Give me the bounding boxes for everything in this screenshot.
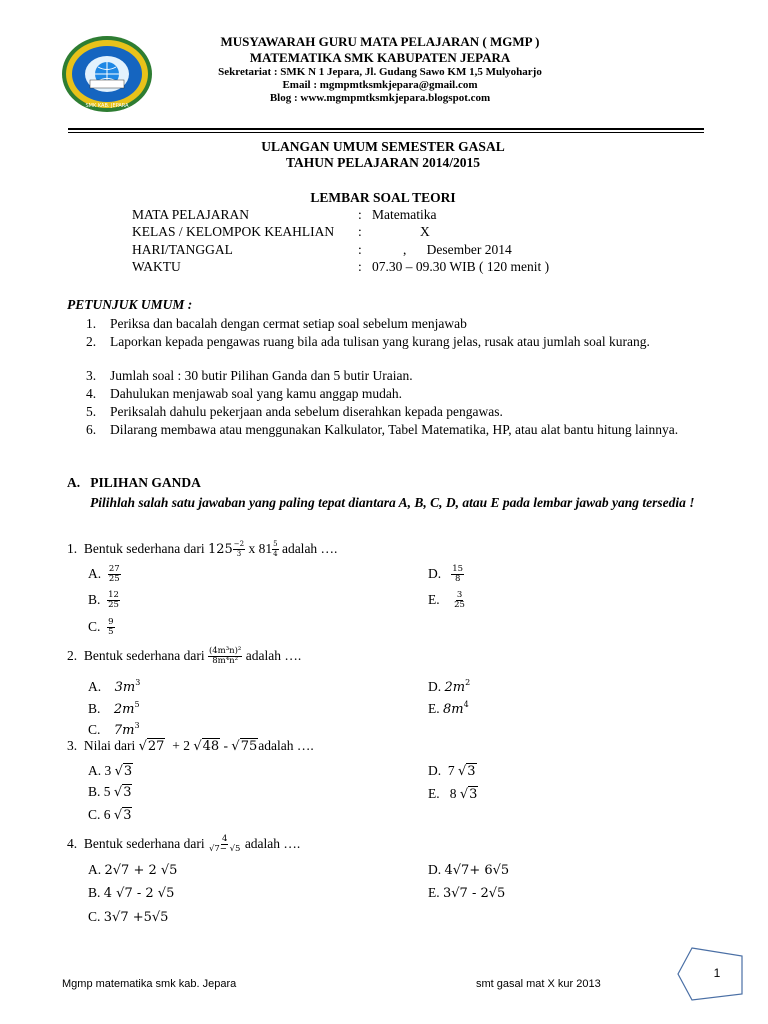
option-expression: 2√7 + 2 √5 <box>104 863 178 878</box>
info-label-date: HARI/TANGGAL <box>132 242 233 257</box>
option-coefficient: 6 <box>103 807 111 822</box>
instruction-num: 3. <box>86 368 97 383</box>
question-fraction <box>208 647 242 666</box>
math-base: 3m <box>114 680 136 695</box>
option-letter: E. <box>428 786 440 801</box>
instruction-num: 2. <box>86 334 97 349</box>
info-colon: : <box>358 242 362 257</box>
numerator: 27 <box>108 564 120 575</box>
option-coefficient: 3 <box>104 763 112 778</box>
exponent-fraction <box>272 540 278 559</box>
option-fraction <box>108 565 121 584</box>
option-fraction <box>453 591 466 610</box>
sqrt-symbol-icon: √ <box>113 808 123 823</box>
info-colon: : <box>358 224 362 239</box>
numerator: 12 <box>108 590 119 601</box>
info-value-date: , Desember 2014 <box>403 242 512 257</box>
numerator: (4m³n)² <box>208 646 242 657</box>
instruction-item: Periksalah dahulu pekerjaan anda sebelum diserahkan kepada pengawas. <box>110 404 503 419</box>
page-number-badge <box>676 946 744 1002</box>
option-letter: C. <box>88 722 101 737</box>
math-exponent: 3 <box>134 721 140 730</box>
option-letter: E. <box>428 701 440 716</box>
instruction-item: Dahulukan menjawab soal yang kamu anggap mudah. <box>110 386 403 401</box>
header-email: Email : mgmpmtksmkjepara@gmail.com <box>282 79 478 91</box>
exp-denominator: 4 <box>273 550 278 558</box>
exam-year: TAHUN PELAJARAN 2014/2015 <box>285 155 480 170</box>
question-text: Bentuk sederhana dari <box>83 648 205 663</box>
header-org: MUSYAWARAH GURU MATA PELAJARAN ( MGMP ) <box>220 34 540 49</box>
section-a-subtitle: Pilihlah salah satu jawaban yang paling tepat diantara A, B, C, D, atau E pada lembar jawab yang tersedia ! <box>90 495 695 510</box>
question-text: Bentuk sederhana dari <box>83 541 205 556</box>
denominator: 8m⁴n² <box>212 656 239 667</box>
instruction-num: 4. <box>86 386 97 401</box>
denominator: 5 <box>108 627 114 638</box>
radicand: 48 <box>202 739 220 754</box>
question-text: Nilai dari <box>83 738 136 753</box>
option-c[interactable] <box>88 806 132 824</box>
option-d[interactable] <box>428 861 509 879</box>
option-d[interactable] <box>428 674 470 696</box>
option-letter: C. <box>88 619 101 634</box>
radicand: 3 <box>123 785 132 800</box>
question-number: 2. <box>67 648 78 663</box>
numerator: 15 <box>452 564 464 575</box>
math-base: 7m <box>113 723 135 738</box>
instruction-num: 5. <box>86 404 97 419</box>
option-letter: B. <box>88 784 101 799</box>
question-2 <box>67 647 301 666</box>
question-text: adalah …. <box>258 738 314 753</box>
option-expression: 3√7 - 2√5 <box>443 886 506 901</box>
radicand: 3 <box>123 808 132 823</box>
option-letter: A. <box>88 679 102 694</box>
question-text: x 81 <box>248 541 273 556</box>
section-a-heading: A. PILIHAN GANDA <box>67 475 201 490</box>
option-expression: 4 √7 - 2 √5 <box>103 886 175 901</box>
math-exponent: 3 <box>135 678 141 687</box>
option-a[interactable] <box>88 565 121 584</box>
instruction-num: 6. <box>86 422 97 437</box>
option-e[interactable] <box>428 785 478 803</box>
question-number: 3. <box>67 738 78 753</box>
instruction-item: Jumlah soal : 30 butir Pilihan Ganda dan 5 butir Uraian. <box>110 368 413 383</box>
numerator: 4 <box>221 834 228 845</box>
math-base: 125 <box>207 542 233 557</box>
option-coefficient: 8 <box>449 786 457 801</box>
radicand: 3 <box>469 787 478 802</box>
option-fraction <box>451 565 464 584</box>
sqrt-symbol-icon: √ <box>113 785 123 800</box>
option-fraction <box>107 591 120 610</box>
info-colon: : <box>358 259 362 274</box>
option-letter: D. <box>428 862 442 877</box>
exam-title: ULANGAN UMUM SEMESTER GASAL <box>261 139 505 154</box>
option-letter: A. <box>88 763 102 778</box>
info-value-class: X <box>420 224 430 239</box>
option-b[interactable] <box>88 884 174 902</box>
question-text: adalah …. <box>281 541 338 556</box>
sqrt-symbol-icon: √ <box>193 739 202 754</box>
option-letter: B. <box>88 885 101 900</box>
denominator: 8 <box>454 574 461 585</box>
question-1 <box>67 540 337 559</box>
option-letter: E. <box>428 592 440 607</box>
option-letter: A. <box>88 862 102 877</box>
math-base: 8m <box>443 702 464 717</box>
option-e[interactable] <box>428 884 505 902</box>
sqrt-symbol-icon: √ <box>458 764 467 779</box>
option-letter: A. <box>88 566 102 581</box>
option-letter: B. <box>88 592 101 607</box>
header-divider <box>68 128 704 130</box>
option-e[interactable] <box>428 696 469 718</box>
sqrt-symbol-icon: √ <box>138 739 147 754</box>
option-a[interactable] <box>88 674 140 696</box>
numerator: 9 <box>108 617 114 628</box>
question-text: adalah …. <box>244 836 301 851</box>
page-number: 1 <box>713 966 721 980</box>
exponent-fraction <box>233 540 245 559</box>
question-text: Bentuk sederhana dari <box>83 836 205 851</box>
option-letter: D. <box>428 566 442 581</box>
instruction-num: 1. <box>86 316 97 331</box>
option-fraction <box>107 618 114 637</box>
question-text: adalah …. <box>245 648 302 663</box>
math-exponent: 2 <box>465 678 471 687</box>
question-number: 4. <box>67 836 78 851</box>
denominator: 25 <box>454 600 465 611</box>
option-d[interactable] <box>428 565 464 584</box>
question-fraction <box>208 835 241 854</box>
header-divider-thin <box>68 132 704 133</box>
sqrt-symbol-icon: √ <box>231 739 240 754</box>
option-letter: D. <box>428 679 442 694</box>
sqrt-symbol-icon: √ <box>114 764 123 779</box>
option-letter: D. <box>428 763 442 778</box>
denominator: 25 <box>108 574 120 585</box>
info-label: MATA PELAJARAN <box>132 207 250 222</box>
header-address: Sekretariat : SMK N 1 Jepara, Jl. Gudang Sawo KM 1,5 Mulyoharjo <box>218 66 542 78</box>
footer-left: Mgmp matematika smk kab. Jepara <box>62 978 237 990</box>
info-value-subject: Matematika <box>372 207 437 222</box>
option-letter: C. <box>88 909 101 924</box>
header-blog: Blog : www.mgmpmtksmkjepara.blogspot.com <box>269 92 491 104</box>
info-label-time: WAKTU <box>132 259 181 274</box>
option-a[interactable] <box>88 861 177 879</box>
question-text: - <box>223 738 229 753</box>
footer-right: smt gasal mat X kur 2013 <box>476 978 601 990</box>
option-letter: C. <box>88 807 101 822</box>
option-b[interactable] <box>88 591 120 610</box>
option-e[interactable] <box>428 591 466 610</box>
option-expression: 4√7+ 6√5 <box>444 863 510 878</box>
question-4 <box>67 835 300 854</box>
radicand: 27 <box>147 739 165 754</box>
header-org-sub: MATEMATIKA SMK KABUPATEN JEPARA <box>249 50 511 65</box>
exp-numerator: −2 <box>233 540 245 548</box>
radicand: 3 <box>467 764 476 779</box>
denominator: 25 <box>108 600 119 611</box>
option-b[interactable] <box>88 783 132 801</box>
instruction-item: Laporkan kepada pengawas ruang bila ada tulisan yang kurang jelas, rusak atau jumlah soal kurang. <box>110 334 650 349</box>
option-coefficient: 5 <box>103 784 111 799</box>
option-d[interactable] <box>428 762 477 780</box>
option-c[interactable] <box>88 717 140 739</box>
svg-text:SMK KAB. JEPARA: SMK KAB. JEPARA <box>85 103 129 109</box>
exp-denominator: 3 <box>236 550 242 558</box>
sqrt-symbol-icon: √ <box>459 787 469 802</box>
question-text: + 2 <box>172 738 190 753</box>
radicand: 75 <box>240 739 258 754</box>
math-base: 2m <box>444 680 466 695</box>
info-row-subject <box>132 207 249 223</box>
exp-numerator: 5 <box>273 540 278 548</box>
instructions-heading: PETUNJUK UMUM : <box>67 297 193 312</box>
option-letter: B. <box>88 701 101 716</box>
radicand: 3 <box>123 764 133 779</box>
math-exponent: 4 <box>463 700 469 709</box>
option-letter: E. <box>428 885 440 900</box>
math-base: 2m <box>113 702 135 717</box>
option-c[interactable] <box>88 908 168 926</box>
instruction-item: Dilarang membawa atau menggunakan Kalkulator, Tabel Matematika, HP, atau alat bantu hitung lainnya. <box>110 422 679 437</box>
option-b[interactable] <box>88 696 140 718</box>
info-value-time: 07.30 – 09.30 WIB ( 120 menit ) <box>372 259 550 274</box>
question-number: 1. <box>67 541 78 556</box>
option-c[interactable] <box>88 618 115 637</box>
instruction-item: Periksa dan bacalah dengan cermat setiap soal sebelum menjawab <box>110 316 467 331</box>
denominator: √7− √5 <box>208 844 241 855</box>
question-3 <box>67 737 314 755</box>
numerator: 3 <box>456 590 463 601</box>
math-exponent: 5 <box>134 700 140 709</box>
info-label-class: KELAS / KELOMPOK KEAHLIAN <box>132 224 335 239</box>
option-a[interactable] <box>88 762 133 780</box>
info-colon: : <box>358 207 362 222</box>
option-coefficient: 7 <box>447 763 455 778</box>
option-expression: 3√7 +5√5 <box>103 910 169 925</box>
sheet-title: LEMBAR SOAL TEORI <box>310 190 456 205</box>
